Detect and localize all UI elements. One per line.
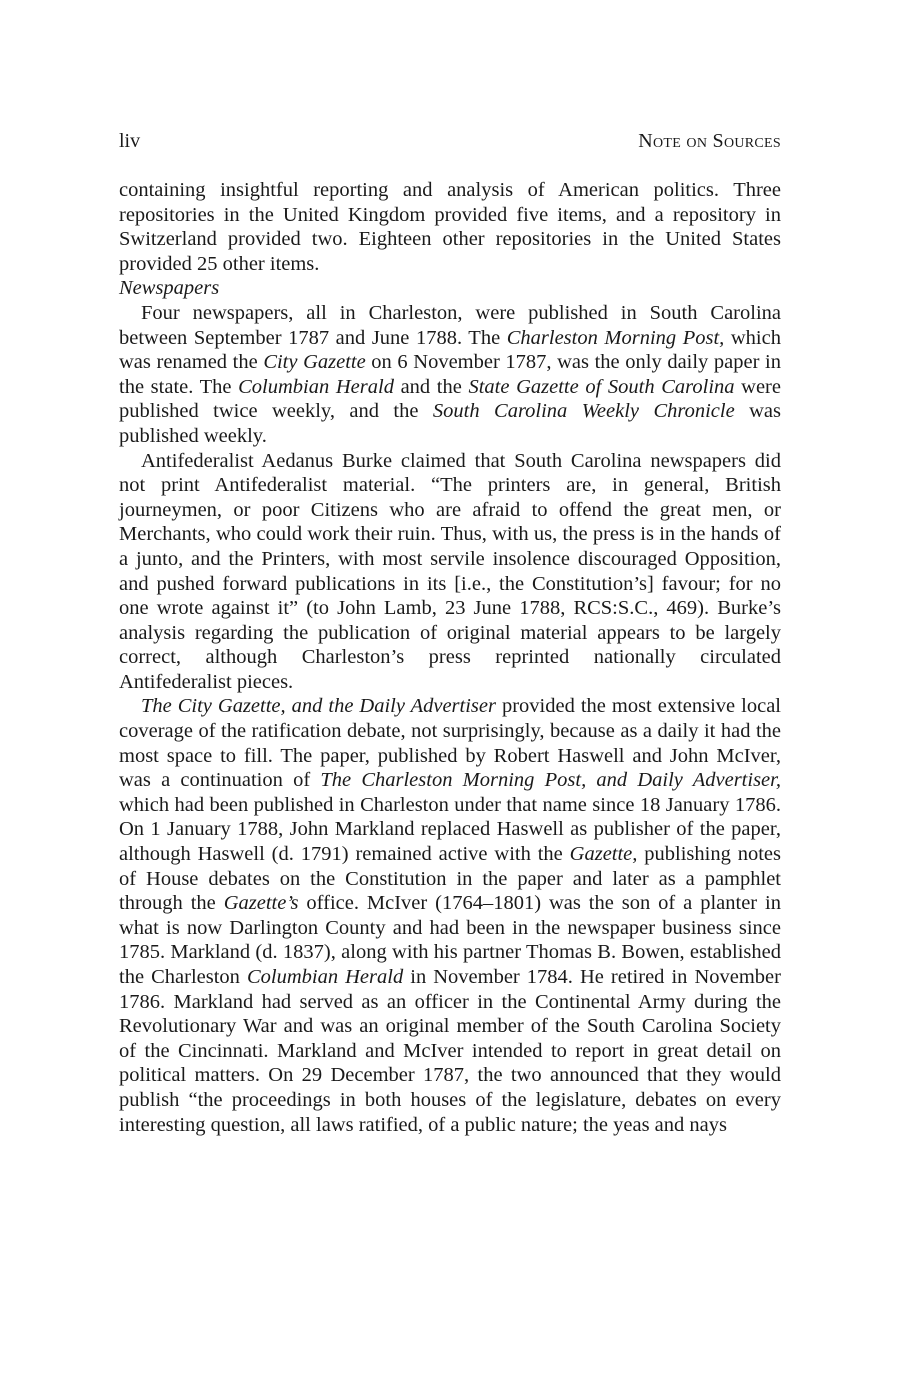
paragraph-burke: Antifederalist Aedanus Burke claimed that South Carolina newspapers did not print Antifederalist material. “The printers are, in general, British journeymen, or poor Citizens who are afraid to offend the great men, or Merchants, who could work their ruin. Thus, with us, the press is in the hands of a junto, and the Printers, with most servile insolence discouraged Opposition, and pushed forward publications in its [i.e., the Constitution’s] favour; for no one wrote against it” (to John Lamb, 23 June 1788, RCS:S.C., 469). Burke’s analysis regarding the publication of original material appears to be largely correct, although Charleston’s press reprinted nationally circulated Antifederalist pieces. bbox=[119, 449, 781, 693]
newspaper-title: South Carolina Weekly Chronicle bbox=[432, 400, 735, 423]
text-run: which was renamed the bbox=[119, 326, 781, 374]
running-title: Note on Sources bbox=[638, 130, 781, 152]
newspaper-title: Columbian Herald bbox=[246, 966, 404, 988]
newspaper-title: Gazette, bbox=[569, 843, 638, 866]
text-run: on 6 November 1787, was the only daily paper in the state. The bbox=[119, 351, 781, 398]
paragraph-continuation: containing insightful reporting and analysis of American politics. Three repositories in the United Kingdom provided five items, and a repository in Switzerland provided two. Eighteen other repositories in the United States provided 25 other items. bbox=[119, 179, 781, 275]
text-run: Four newspapers, all in Charleston, were published in South Carolina between September 1787 and June 1788. The bbox=[119, 301, 781, 349]
section-heading: Newspapers bbox=[119, 277, 220, 300]
text-run: office. McIver (1764–1801) was the son of a planter in what is now Darlington County and had been in the newspaper business since 1785. Markland (d. 1837), along with his partner Thomas B. Bowen, established the Charleston bbox=[119, 892, 781, 988]
newspaper-title: Charleston Morning Post, bbox=[506, 326, 725, 349]
running-head bbox=[119, 128, 781, 154]
text-run: which had been published in Charleston under that name since 18 January 1786. On 1 January 1788, John Markland replaced Haswell as publisher of the paper, although Haswell (d. 1791) remained active with the bbox=[119, 793, 781, 866]
book-page bbox=[119, 128, 781, 1137]
newspaper-title: State Gazette of South Carolina bbox=[468, 375, 735, 398]
text-run: publishing notes of House debates on the Constitution in the paper and later as a pamphlet through the bbox=[119, 843, 781, 915]
page-number: liv bbox=[119, 130, 141, 152]
paragraph-newspapers-intro bbox=[119, 301, 781, 449]
newspaper-title: City Gazette bbox=[263, 351, 366, 374]
newspaper-title: The City Gazette, and the Daily Advertiser bbox=[141, 695, 496, 718]
newspaper-title: Columbian Herald bbox=[238, 375, 394, 398]
newspaper-title: The Charleston Morning Post, and Daily Advertiser, bbox=[320, 769, 781, 792]
paragraph-city-gazette bbox=[119, 694, 781, 1137]
newspaper-title: Gazette’s bbox=[223, 892, 299, 915]
text-run: provided the most extensive local coverage of the ratification debate, not surprisingly, because as a daily it had the most space to fill. The paper, published by Robert Haswell and John McIver, was a continuation of bbox=[119, 695, 781, 792]
body-text bbox=[119, 178, 781, 1137]
text-run: and the bbox=[393, 375, 469, 398]
text-run: was published weekly. bbox=[119, 400, 781, 447]
text-run: were published twice weekly, and the bbox=[119, 375, 781, 423]
text-run: in November 1784. He retired in November 1786. Markland had served as an officer in the Continental Army during the Revolutionary War and was an original member of the South Carolina Society of the Cincinnati. Markland and McIver intended to report in great detail on political matters. On 29 December 1787, the two announced that they would publish “the proceedings in both houses of the legislature, debates on every interesting question, all laws ratified, of a public nature; the yeas and nays bbox=[119, 966, 781, 1136]
